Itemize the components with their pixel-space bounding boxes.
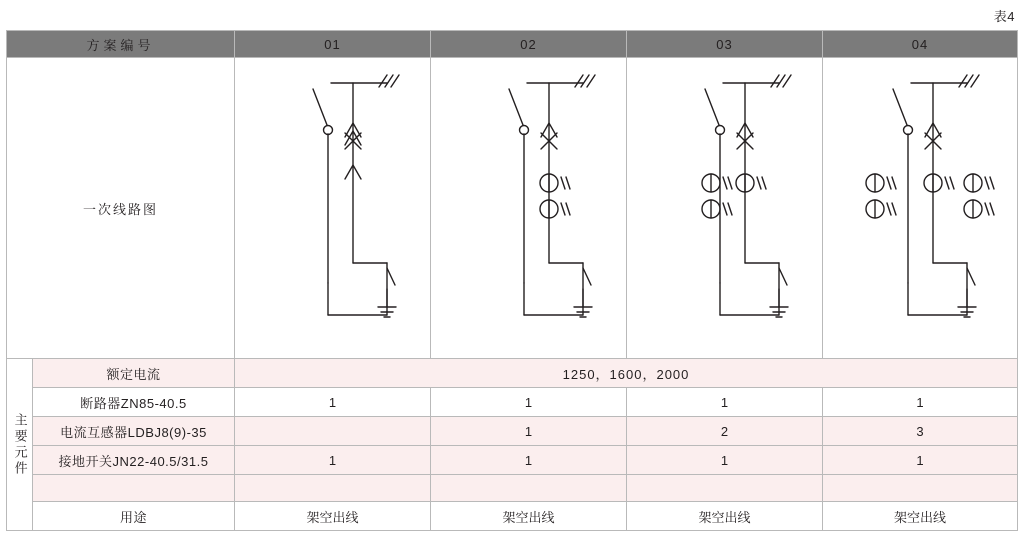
row-breaker <box>7 388 1018 417</box>
header-col-02: 02 <box>431 31 627 58</box>
row-earthing-switch <box>7 446 1018 475</box>
ct-qty-02: 1 <box>431 417 627 446</box>
blank-cell-01 <box>235 475 431 502</box>
diagram-cell-03 <box>627 58 823 359</box>
diagram-row-label: 一次线路图 <box>7 58 235 359</box>
header-col-01: 01 <box>235 31 431 58</box>
usage-02: 架空出线 <box>431 502 627 531</box>
row-blank <box>7 475 1018 502</box>
blank-cell-02 <box>431 475 627 502</box>
row-usage <box>7 502 1018 531</box>
header-col-03: 03 <box>627 31 823 58</box>
breaker-qty-01: 1 <box>235 388 431 417</box>
earthing-switch-qty-01: 1 <box>235 446 431 475</box>
ct-qty-03: 2 <box>627 417 823 446</box>
breaker-qty-02: 1 <box>431 388 627 417</box>
row-ct <box>7 417 1018 446</box>
table-caption: 表4 <box>993 9 1015 24</box>
row-label-blank <box>33 475 235 502</box>
diagram-row <box>7 58 1018 359</box>
row-label-earthing-switch: 接地开关JN22-40.5/31.5 <box>33 446 235 475</box>
header-col-04: 04 <box>823 31 1018 58</box>
single-line-diagram-04 <box>823 63 1018 353</box>
usage-01: 架空出线 <box>235 502 431 531</box>
row-label-breaker: 断路器ZN85-40.5 <box>33 388 235 417</box>
diagram-cell-01 <box>235 58 431 359</box>
ct-qty-01 <box>235 417 431 446</box>
main-components-label-text: 主要元件 <box>12 412 28 477</box>
usage-03: 架空出线 <box>627 502 823 531</box>
ct-qty-04: 3 <box>823 417 1018 446</box>
blank-cell-04 <box>823 475 1018 502</box>
breaker-qty-04: 1 <box>823 388 1018 417</box>
usage-04: 架空出线 <box>823 502 1018 531</box>
earthing-switch-qty-04: 1 <box>823 446 1018 475</box>
blank-cell-03 <box>627 475 823 502</box>
row-label-rated-current: 额定电流 <box>33 359 235 388</box>
earthing-switch-qty-03: 1 <box>627 446 823 475</box>
diagram-cell-02 <box>431 58 627 359</box>
row-label-usage: 用途 <box>33 502 235 531</box>
row-label-ct: 电流互感器LDBJ8(9)-35 <box>33 417 235 446</box>
main-components-label <box>7 359 33 531</box>
breaker-qty-03: 1 <box>627 388 823 417</box>
single-line-diagram-03 <box>627 63 823 353</box>
diagram-cell-04 <box>823 58 1018 359</box>
single-line-diagram-02 <box>431 63 627 353</box>
header-scheme-number: 方案编号 <box>7 31 235 58</box>
earthing-switch-qty-02: 1 <box>431 446 627 475</box>
scheme-table <box>6 30 1018 531</box>
row-rated-current <box>7 359 1018 388</box>
rated-current-value: 1250，1600，2000 <box>235 359 1018 388</box>
single-line-diagram-01 <box>235 63 431 353</box>
table-header-row <box>7 31 1018 58</box>
